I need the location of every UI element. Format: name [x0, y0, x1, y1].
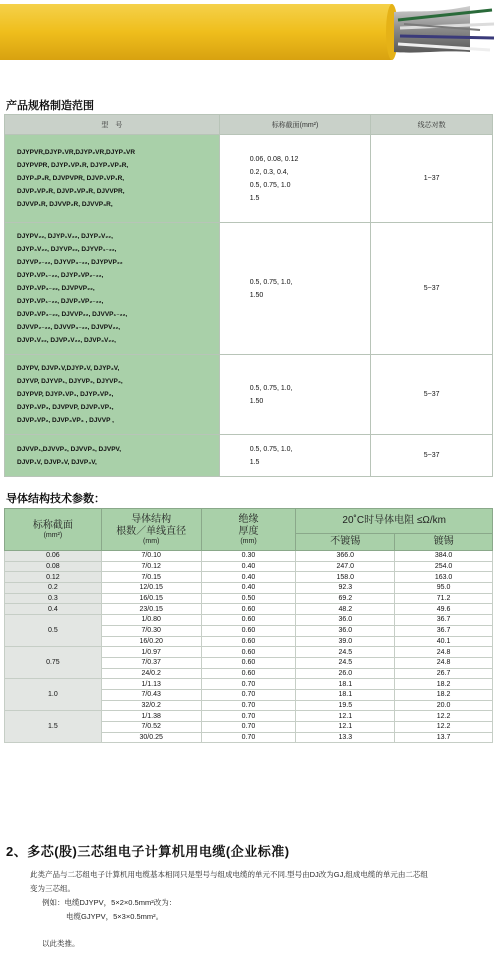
- model-cell: DJYPV, DJVP₁V,DJYP₂V, DJYP₃V, DJYVP, DJYVP₁, DJYVP₂, DJYVP₃, DJYPVP, DJYP₁VP₁, DJYP₂VP₂, DJYP₃VP₃, DJVPVP, DJVP₁VP₁, DJVP₂VP₂, DJVP₃VP₃ , DJVVP ,: [5, 355, 220, 435]
- example-line: 电缆GJYPV，5×3×0.5mm²。: [66, 912, 164, 921]
- table-row: [5, 711, 493, 722]
- spec-range-table: [4, 114, 493, 477]
- table-cell: 18.2: [395, 679, 493, 690]
- section2-title: 导体结构技术参数：: [6, 493, 105, 505]
- table-cell: 7/0.52: [101, 722, 201, 733]
- size-cell: 0.08: [5, 561, 102, 572]
- table-cell: 0.30: [201, 551, 296, 562]
- table-cell: 0.70: [201, 679, 296, 690]
- section-cell: 0.5, 0.75, 1.0, 1.50: [219, 355, 371, 435]
- table-cell: 0.60: [201, 604, 296, 615]
- table-cell: 18.1: [296, 689, 395, 700]
- table-cell: 24.5: [296, 657, 395, 668]
- table-cell: 0.60: [201, 636, 296, 647]
- table-cell: 1/1.38: [101, 711, 201, 722]
- cores-cell: 1~37: [371, 135, 493, 223]
- conductor-params-body: [5, 551, 493, 743]
- size-cell: 1.5: [5, 711, 102, 743]
- table-cell: 24.8: [395, 647, 493, 658]
- table-row: [5, 647, 493, 658]
- cores-cell: 5~37: [371, 223, 493, 355]
- paragraph-line: 变为三芯组。: [30, 884, 75, 893]
- table-cell: 12/0.15: [101, 583, 201, 594]
- table-cell: 158.0: [296, 572, 395, 583]
- table-cell: 95.0: [395, 583, 493, 594]
- table-cell: 16/0.20: [101, 636, 201, 647]
- table-cell: 7/0.12: [101, 561, 201, 572]
- table-row: [5, 604, 493, 615]
- table-row: [5, 561, 493, 572]
- table-cell: 384.0: [395, 551, 493, 562]
- table-row: [5, 593, 493, 604]
- table-cell: 16/0.15: [101, 593, 201, 604]
- table-cell: 32/0.2: [101, 700, 201, 711]
- table-cell: 18.2: [395, 689, 493, 700]
- table-cell: 247.0: [296, 561, 395, 572]
- conductor-params-table: [4, 508, 493, 743]
- size-cell: 0.06: [5, 551, 102, 562]
- table-cell: 7/0.30: [101, 625, 201, 636]
- size-cell: 0.2: [5, 583, 102, 594]
- table-cell: 69.2: [296, 593, 395, 604]
- table-cell: 12.1: [296, 722, 395, 733]
- col-header-structure: 导体结构 根数／单线直径 (mm): [101, 509, 201, 551]
- table-row: [5, 679, 493, 690]
- col-header-size: 标称截面 (mm²): [5, 509, 102, 551]
- paragraph-line: 此类产品与二芯组电子计算机用电缆基本相同只是型号与组成电缆的单元不同.型号由DJ改为GJ,组成电缆的单元由二芯组: [30, 870, 428, 879]
- table-cell: 24/0.2: [101, 668, 201, 679]
- model-cell: DJYPVR,DJYP₁VR,DJYP₂VR,DJYP₃VR DJYPVPR, DJYP₁VP₁R, DJYP₂VP₂R, DJYP₃P₃R, DJVPVPR, DJVP₁VP₁R, DJVP₂VP₂R, DJVP₃VP₃R, DJVVPR, DJVVP₁R, DJVVP₂R, DJVVP₃R,: [5, 135, 220, 223]
- table-row: [5, 583, 493, 594]
- table-cell: 36.7: [395, 625, 493, 636]
- table-cell: 0.40: [201, 561, 296, 572]
- table-cell: 24.8: [395, 657, 493, 668]
- table-cell: 18.1: [296, 679, 395, 690]
- table-cell: 0.70: [201, 711, 296, 722]
- size-cell: 0.75: [5, 647, 102, 679]
- section1-title: 产品规格制造范围: [6, 100, 94, 112]
- table-cell: 40.1: [395, 636, 493, 647]
- col-header-cores: 线芯对数: [371, 115, 493, 135]
- table-cell: 0.60: [201, 657, 296, 668]
- table-cell: 92.3: [296, 583, 395, 594]
- table-cell: 12.1: [296, 711, 395, 722]
- model-cell: DJYPV₂₂, DJYP₁V₂₂, DJYP₂V₂₂, DJYP₃V₂₂, DJYVP₂₂, DJYVP₁₋₂₂, DJYVP₂₋₂₂, DJYVP₃₋₂₂, DJYPVP₂₂ DJYP₁VP₁₋₂₂, DJYP₂VP₂₋₂₂, DJYP₃VP₃₋₂₂, DJVPVP₂₂, DJYP₁VP₁₋₂₂, DJVP₂VP₂₋₂₂, DJVP₃VP₃₋₂₂, DJVVP₂₂, DJVVP₁₋₂₂, DJVVP₂₋₂₂, DJVVP₃₋₂₂, DJVPV₂₂, DJVP₁V₂₂, DJVP₂V₂₂, DJVP₃V₂₂,: [5, 223, 220, 355]
- table-cell: 254.0: [395, 561, 493, 572]
- table-cell: 163.0: [395, 572, 493, 583]
- table-cell: 0.50: [201, 593, 296, 604]
- table-cell: 0.40: [201, 583, 296, 594]
- table-row: [5, 615, 493, 626]
- table-cell: 7/0.37: [101, 657, 201, 668]
- table-cell: 0.70: [201, 722, 296, 733]
- model-cell: DJVVP₁,DJVVP₂, DJVVP₃, DJVPV, DJVP₁V, DJVP₂V, DJVP₃V,: [5, 435, 220, 477]
- example-line: 例如：电缆DJYPV，5×2×0.5mm²改为：: [42, 898, 177, 907]
- section-cell: 0.5, 0.75, 1.0, 1.50: [219, 223, 371, 355]
- table-cell: 71.2: [395, 593, 493, 604]
- table-cell: 0.60: [201, 625, 296, 636]
- table-cell: 0.60: [201, 615, 296, 626]
- cores-cell: 5~37: [371, 355, 493, 435]
- table-cell: 1/0.97: [101, 647, 201, 658]
- table-cell: 0.70: [201, 700, 296, 711]
- table-cell: 0.40: [201, 572, 296, 583]
- section3-title: 2、多芯(股)三芯组电子计算机用电缆(企业标准): [6, 844, 290, 859]
- table-cell: 12.2: [395, 722, 493, 733]
- cable-image: [0, 0, 497, 80]
- table-cell: 20.0: [395, 700, 493, 711]
- table-row: [5, 551, 493, 562]
- size-cell: 0.12: [5, 572, 102, 583]
- table-cell: 49.6: [395, 604, 493, 615]
- size-cell: 0.5: [5, 615, 102, 647]
- table-cell: 0.60: [201, 647, 296, 658]
- table-row: [5, 572, 493, 583]
- col-header-resistance: 20˚C时导体电阻 ≤Ω/km: [296, 509, 493, 534]
- table-cell: 7/0.10: [101, 551, 201, 562]
- col-header-section: 标称截面(mm²): [219, 115, 371, 135]
- table-cell: 13.3: [296, 732, 395, 743]
- table-cell: 36.0: [296, 615, 395, 626]
- table-cell: 12.2: [395, 711, 493, 722]
- section-cell: 0.06, 0.08, 0.12 0.2, 0.3, 0.4, 0.5, 0.75, 1.0 1.5: [219, 135, 371, 223]
- table-cell: 0.70: [201, 732, 296, 743]
- table-cell: 36.7: [395, 615, 493, 626]
- closing-line: 以此类推。: [42, 939, 80, 948]
- table-cell: 30/0.25: [101, 732, 201, 743]
- table-cell: 7/0.15: [101, 572, 201, 583]
- size-cell: 0.4: [5, 604, 102, 615]
- table-cell: 26.0: [296, 668, 395, 679]
- table-cell: 26.7: [395, 668, 493, 679]
- table-cell: 39.0: [296, 636, 395, 647]
- table-cell: 24.5: [296, 647, 395, 658]
- table-cell: 0.60: [201, 668, 296, 679]
- table-cell: 23/0.15: [101, 604, 201, 615]
- col-header-untinned: 不镀锡: [296, 534, 395, 551]
- size-cell: 1.0: [5, 679, 102, 711]
- table-cell: 7/0.43: [101, 689, 201, 700]
- section-cell: 0.5, 0.75, 1.0, 1.5: [219, 435, 371, 477]
- table-cell: 36.0: [296, 625, 395, 636]
- table-cell: 366.0: [296, 551, 395, 562]
- table-cell: 1/1.13: [101, 679, 201, 690]
- table-cell: 19.5: [296, 700, 395, 711]
- table-cell: 1/0.80: [101, 615, 201, 626]
- table-cell: 48.2: [296, 604, 395, 615]
- table-cell: 0.70: [201, 689, 296, 700]
- col-header-insulation: 绝缘 厚度 (mm): [201, 509, 296, 551]
- cores-cell: 5~37: [371, 435, 493, 477]
- size-cell: 0.3: [5, 593, 102, 604]
- table-cell: 13.7: [395, 732, 493, 743]
- col-header-model: 型 号: [5, 115, 220, 135]
- col-header-tinned: 镀锡: [395, 534, 493, 551]
